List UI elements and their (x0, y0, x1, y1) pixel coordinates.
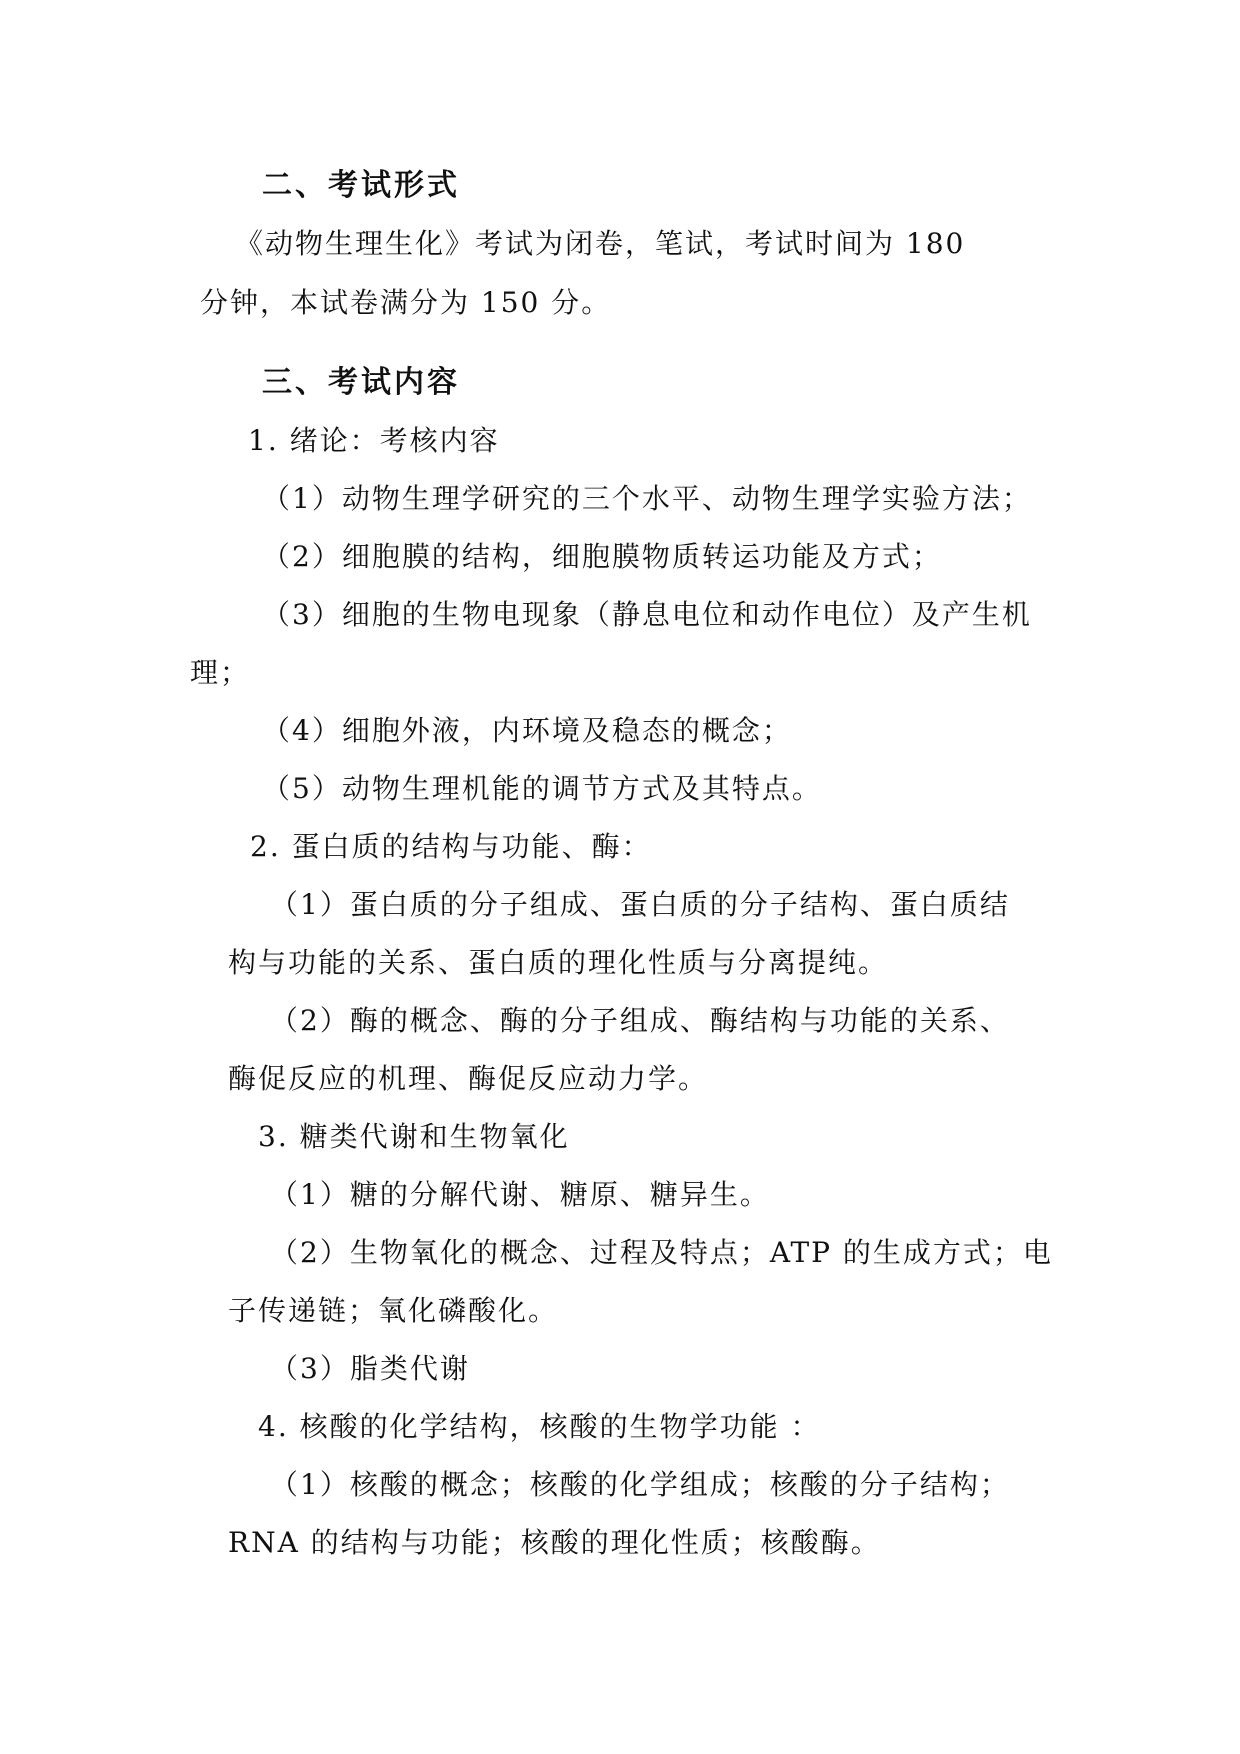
topic-4-item: RNA 的结构与功能；核酸的理化性质；核酸酶。 (228, 1526, 881, 1559)
topic-1-item: 理； (190, 656, 251, 689)
topic-3-item: 子传递链；氧化磷酸化。 (228, 1294, 559, 1327)
topic-title-3: 3. 糖类代谢和生物氧化 (258, 1120, 570, 1153)
topic-4-item: （1）核酸的概念；核酸的化学组成；核酸的分子结构； (270, 1468, 1010, 1501)
topic-2-item: （2）酶的概念、酶的分子组成、酶结构与功能的关系、 (270, 1004, 1010, 1037)
section-heading-exam-content: 三、考试内容 (262, 365, 460, 400)
topic-title-2: 2. 蛋白质的结构与功能、酶： (250, 830, 652, 863)
section-heading-exam-format: 二、考试形式 (262, 168, 460, 203)
topic-1-item: （4）细胞外液，内环境及稳态的概念； (262, 714, 792, 747)
topic-3-item: （3）脂类代谢 (270, 1352, 470, 1385)
topic-title-1: 1. 绪论：考核内容 (248, 424, 500, 457)
exam-format-text-line-2: 分钟，本试卷满分为 150 分。 (200, 286, 612, 319)
topic-2-item: （1）蛋白质的分子组成、蛋白质的分子结构、蛋白质结 (270, 888, 1010, 921)
topic-1-item: （5）动物生理机能的调节方式及其特点。 (262, 772, 822, 805)
exam-format-text-line-1: 《动物生理生化》考试为闭卷，笔试，考试时间为 180 (235, 227, 966, 260)
topic-1-item: （1）动物生理学研究的三个水平、动物生理学实验方法； (262, 482, 1032, 515)
topic-3-item: （1）糖的分解代谢、糖原、糖异生。 (270, 1178, 770, 1211)
topic-title-4: 4. 核酸的化学结构，核酸的生物学功能 ： (258, 1410, 821, 1443)
topic-2-item: 酶促反应的机理、酶促反应动力学。 (228, 1062, 709, 1095)
topic-1-item: （2）细胞膜的结构，细胞膜物质转运功能及方式； (262, 540, 942, 573)
topic-1-item: （3）细胞的生物电现象（静息电位和动作电位）及产生机 (262, 598, 1032, 631)
topic-2-item: 构与功能的关系、蛋白质的理化性质与分离提纯。 (228, 946, 889, 979)
topic-3-item: （2）生物氧化的概念、过程及特点；ATP 的生成方式；电 (270, 1236, 1053, 1269)
